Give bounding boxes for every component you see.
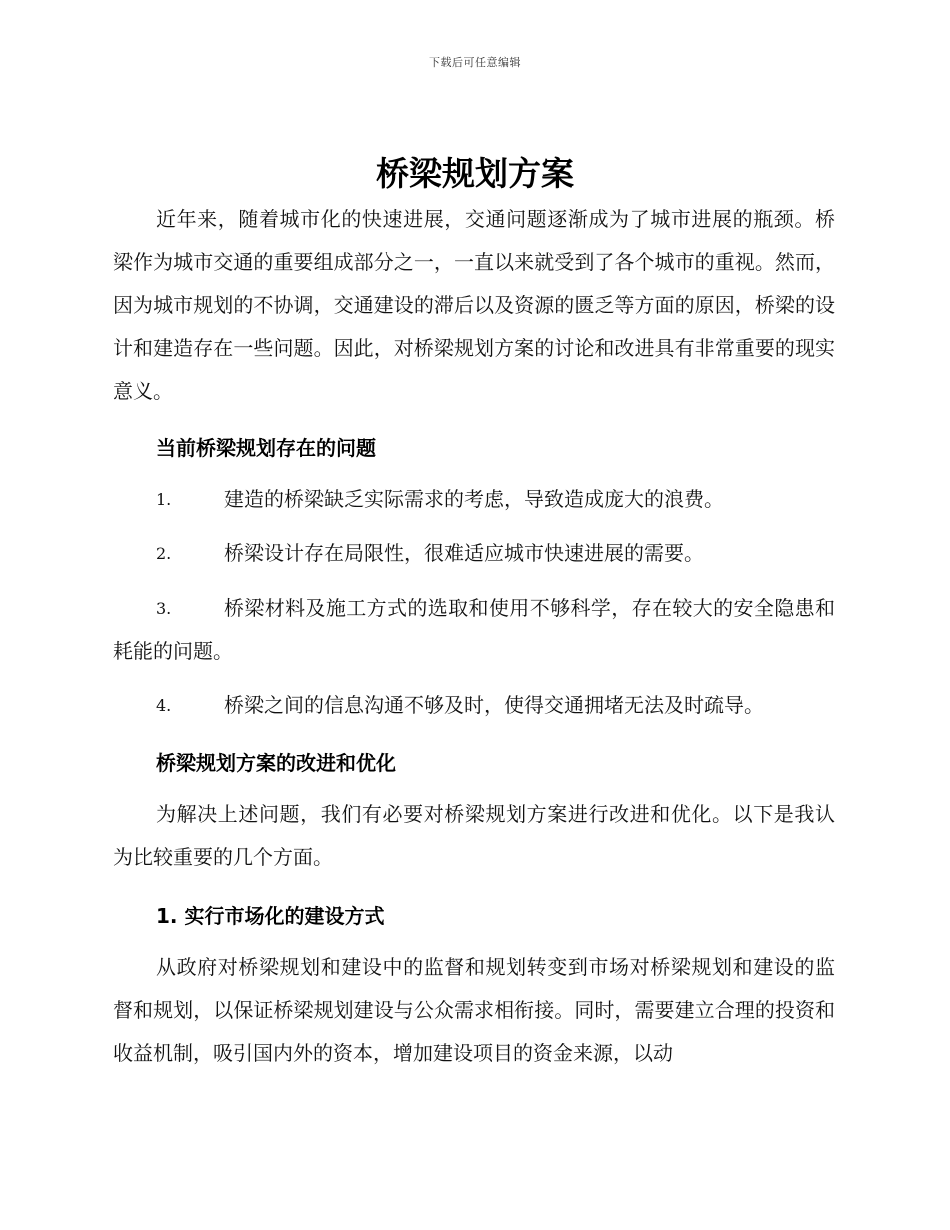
improvements-paragraph-block: [113, 793, 835, 879]
section-heading-improvements: 桥梁规划方案的改进和优化: [156, 751, 396, 775]
list-item-number: 3.: [156, 599, 172, 618]
list-item: [113, 478, 835, 521]
list-item: [113, 684, 835, 727]
list-item-text: 桥梁之间的信息沟通不够及时，使得交通拥堵无法及时疏导。: [224, 693, 764, 717]
market-paragraph: 从政府对桥梁规划和建设中的监督和规划转变到市场对桥梁规划和建设的监督和规划，以保证桥梁规划建设与公众需求相衔接。同时，需要建立合理的投资和收益机制，吸引国内外的资本，增加建设项目的资金来源，以动: [113, 955, 835, 1065]
list-item-text: 建造的桥梁缺乏实际需求的考虑，导致造成庞大的浪费。: [224, 487, 724, 511]
list-item-number: 2.: [156, 544, 172, 563]
list-item-text: 桥梁设计存在局限性，很难适应城市快速进展的需要。: [224, 541, 704, 565]
intro-paragraph-block: [113, 198, 835, 413]
section-heading-problems: 当前桥梁规划存在的问题: [156, 436, 376, 460]
list-item-text: 桥梁材料及施工方式的选取和使用不够科学，存在较大的安全隐患和耗能的问题。: [113, 596, 835, 663]
intro-paragraph: 近年来，随着城市化的快速进展，交通问题逐渐成为了城市进展的瓶颈。桥梁作为城市交通的重要组成部分之一，一直以来就受到了各个城市的重视。然而，因为城市规划的不协调，交通建设的滞后以及资源的匮乏等方面的原因，桥梁的设计和建造存在一些问题。因此，对桥梁规划方案的讨论和改进具有非常重要的现实意义。: [113, 207, 835, 403]
header-note: 下载后可任意编辑: [429, 56, 521, 69]
list-item-number: 1.: [156, 490, 172, 509]
subsection-heading-market: 1. 实行市场化的建设方式: [156, 904, 385, 928]
list-item: [113, 587, 835, 673]
list-item-number: 4.: [156, 696, 172, 715]
market-paragraph-block: [113, 946, 835, 1075]
improvements-paragraph: 为解决上述问题，我们有必要对桥梁规划方案进行改进和优化。以下是我认为比较重要的几个方面。: [113, 802, 835, 869]
list-item: [113, 532, 835, 575]
document-title: 桥梁规划方案: [376, 154, 574, 193]
